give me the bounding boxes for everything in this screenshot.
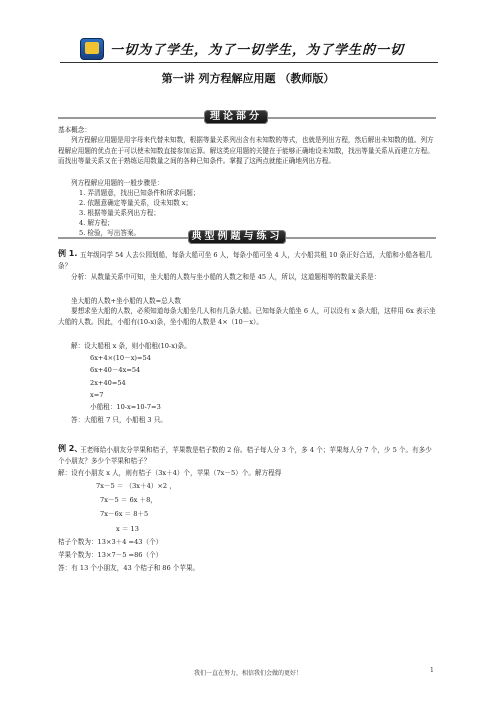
theory-banner: 理论部分 [204, 110, 268, 124]
example2-answer: 答：有 13 个小朋友，43 个桔子和 86 个苹果。 [58, 564, 200, 572]
example2-question: 王老师给小朋友分苹果和桔子，苹果数是桔子数的 2 倍。桔子每人分 3 个，多 4 个；苹果每人分 7 个，少 5 个。有多少个小朋友？多少个苹果和桔子？ [58, 446, 432, 465]
concept-paragraph: 列方程解应用题是用字母来代替未知数，根据等量关系列出含有未知数的等式，也就是列出方程，然后解出未知数的值。列方程解应用题的优点在于可以使未知数直接参加运算。解这类应用题的关键在于能够正确地设未知数，找出等量关系从而建立方程。而找出等量关系又在于熟练运用数量之间的各种已知条件。掌握了这两点就能正确地列出方程。 [58, 136, 434, 166]
steps-intro: 列方程解应用题的一般步骤是： [71, 179, 164, 187]
example2-oranges: 桔子个数为：13×3＋4 =43（个） [58, 538, 163, 546]
step-item: 2. 依题意确定等量关系，设未知数 x； [79, 199, 193, 207]
footer-text: 我们一直在努力，相信我们会做的更好！ [193, 670, 302, 677]
equation-step: 7x－5 ＝ 6x ＋8， [100, 496, 157, 504]
equation-step: x ＝ 13 [116, 525, 139, 533]
step-item: 1. 弄清题意，找出已知条件和所求问题； [79, 189, 200, 197]
page-header [60, 34, 450, 60]
example1-solution-intro: 解：设大船租 x 条，则小船租(10-x)条。 [71, 342, 191, 350]
step-item: 5. 检验，写出答案。 [79, 229, 141, 237]
equation-step: x=7 [90, 391, 104, 399]
example1-answer: 答：大船租 7 只，小船租 3 只。 [71, 416, 167, 424]
step-item: 3. 根据等量关系列出方程； [79, 209, 160, 217]
equation-step: 6x+40－4x=54 [90, 366, 141, 374]
example1-question: 五年级同学 54 人去公园划船，每条大船可坐 6 人，每条小船可坐 4 人，大小船共租 10 条正好合适，大船和小船各租几条？ [58, 251, 432, 270]
concept-label: 基本概念： [58, 126, 91, 134]
equation-step: 7x－6x ＝ 8＋5 [100, 510, 149, 518]
equation-step: 小船租：10-x=10-7=3 [90, 403, 161, 411]
example2-apples: 苹果个数为：13×7－5 =86（个） [58, 551, 163, 559]
example1-analysis: 分析：从数量关系中可知，坐大船的人数与坐小船的人数之和是 45 人，所以，这道题相等的数量关系是： [71, 273, 381, 281]
example1-label: 例 1. [58, 249, 78, 258]
school-logo-icon [80, 38, 104, 60]
example2-solution: 解：设有小朋友 x 人，则有桔子（3x＋4）个，苹果（7x－5）个。解方程得 [58, 469, 282, 477]
page-title: 第一讲 列方程解应用题 （教师版） [161, 72, 335, 85]
example1-reason: 要想求坐大船的人数，必须知道每条大船坐几人和有几条大船。已知每条大船坐 6 人，可以设有 x 条大船，这样用 6x 表示坐大船的人数。因此，小船有(10-x)条，坐小船的人数是 4×（10－x）。 [58, 307, 436, 326]
examples-banner: 典型例题与练习 [188, 230, 286, 244]
example1-relation: 坐大船的人数+坐小船的人数=总人数 [71, 297, 181, 305]
header-divider [60, 62, 438, 63]
equation-step: 7x－5 ＝ （3x＋4）×2 ， [96, 482, 176, 490]
page-number: 1 [430, 667, 434, 674]
example2-label: 例 2、 [58, 444, 83, 453]
equation-step: 2x+40=54 [90, 379, 126, 387]
step-item: 4. 解方程； [79, 219, 114, 227]
equation-step: 6x+4×(10－x)=54 [90, 354, 151, 362]
header-motto: 一切为了学生，为了一切学生，为了学生的一切 [110, 43, 405, 58]
